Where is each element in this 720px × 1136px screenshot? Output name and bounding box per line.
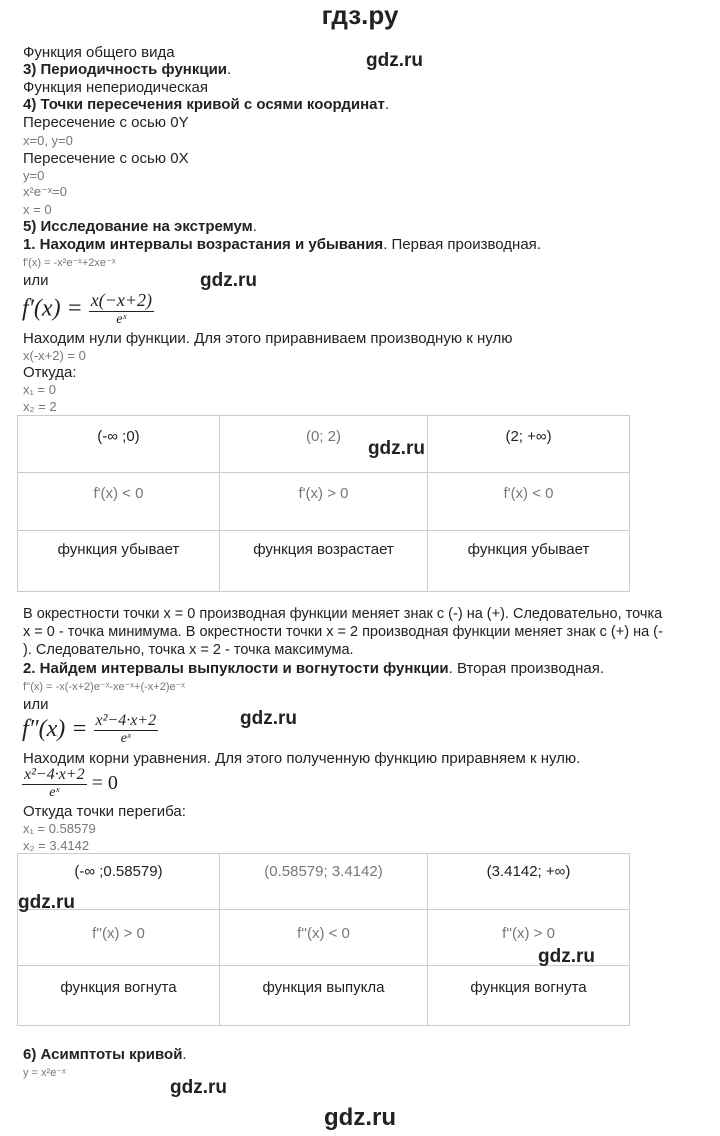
table-cell: (3.4142; +∞) [428,854,630,910]
table-cell: f'(x) < 0 [18,473,220,531]
table-cell: функция выпукла [219,966,427,1026]
first-derivative-fraction [22,290,154,328]
paragraph-line-1: В окрестности точки x = 0 производная функции меняет знак с (-) на (+). Следовательно, точка [23,606,663,622]
watermark: gdz.ru [240,708,297,729]
formula-y-zero: y=0 [23,168,45,183]
section-6-heading [23,1046,187,1063]
eq-rhs: = 0 [91,772,118,794]
subsection-5-1-title: 1. Находим интервалы возрастания и убывания [23,236,384,253]
table-cell: (0.58579; 3.4142) [219,854,427,910]
watermark: gdz.ru [538,946,596,967]
table-cell: f''(x) < 0 [219,910,427,966]
or-label: или [23,696,49,713]
root-x2: x₂ = 2 [23,399,57,414]
period: . [182,1046,187,1063]
table-cell: функция вогнута [18,966,220,1026]
table-cell: f'(x) < 0 [428,473,630,531]
site-header: гдз.ру [321,0,399,30]
table-cell: (-∞ ;0) [18,416,220,473]
line-ox-intersection: Пересечение с осью 0X [23,150,189,167]
section-3-heading [23,61,231,78]
period: . [252,218,257,235]
footer-site: gdz.ru [324,1104,396,1131]
formula-x-zero: x = 0 [23,202,52,217]
section-6-title: 6) Асимптоты кривой [23,1046,183,1063]
monotonicity-table [17,415,630,592]
f1-numerator: x(−x+2) [90,290,153,310]
paragraph-line-2: x = 0 - точка минимума. В окрестности точки x = 2 производная функции меняет знак с (+) на (- [23,624,663,640]
watermark: gdz.ru [18,892,75,913]
table-cell: gdz.ru f''(x) > 0 [18,910,220,966]
convexity-table [17,853,630,1026]
section-4-title: 4) Точки пересечения кривой с осями координат [23,96,385,113]
eq-fraction [22,766,87,801]
or-label: или [23,272,49,289]
f2-lhs: f″(x) = [22,716,88,742]
section-5-heading [23,218,257,235]
roots-text: Находим корни уравнения. Для этого полученную функцию приравняем к нулю. [23,750,581,767]
table-cell: функция убывает [18,531,220,592]
table-cell: (0; 2) gdz.ru [219,416,427,473]
line-oy-intersection: Пересечение с осью 0Y [23,114,189,131]
watermark: gdz.ru [366,50,423,71]
inflection-x2: x₂ = 3.4142 [23,838,90,853]
eq-denominator: eˣ [49,785,60,800]
formula-equation: x²e⁻ˣ=0 [23,184,68,199]
f1-fraction [89,290,154,328]
subsection-5-2-heading [23,660,604,677]
subsection-5-1-heading [23,236,541,253]
second-derivative-formula: f''(x) = -x(-x+2)e⁻ˣ-xe⁻ˣ+(-x+2)e⁻ˣ [23,681,186,693]
asymptote-formula: y = x²e⁻ˣ [23,1067,66,1079]
section-4-heading [23,96,389,113]
eq-numerator: x²−4·x+2 [24,766,85,783]
inflection-label: Откуда точки перегиба: [23,803,186,820]
table-cell: (2; +∞) [428,416,630,473]
inflection-x1: x₁ = 0.58579 [23,821,96,836]
table-cell: f'(x) > 0 [219,473,427,531]
watermark: gdz.ru [200,270,257,291]
table-cell: функция возрастает [219,531,427,592]
f1-lhs: f′(x) = [22,295,83,322]
f2-numerator: x²−4·x+2 [95,712,157,729]
f1-denominator: eˣ [116,312,127,327]
zeros-equation: x(-x+2) = 0 [23,348,86,363]
root-x1: x₁ = 0 [23,382,56,397]
table-cell: функция убывает [428,531,630,592]
table-cell: функция вогнута [428,966,630,1026]
formula-oy: x=0, y=0 [23,133,73,148]
whence-label: Откуда: [23,364,77,381]
section-3-title: 3) Периодичность функции [23,61,228,78]
subsection-5-1-rest: . Первая производная. [383,236,541,253]
period: . [384,96,389,113]
second-derivative-fraction [22,712,158,747]
period: . [227,61,232,78]
f2-denominator: eˣ [120,731,131,746]
table-cell: (-∞ ;0.58579) [18,854,220,910]
line-general-form: Функция общего вида [23,44,175,61]
first-derivative-formula: f'(x) = -x²e⁻ˣ+2xe⁻ˣ [23,257,116,269]
section-5-title: 5) Исследование на экстремум [23,218,253,235]
zero-equation [22,766,118,801]
subsection-5-2-title: 2. Найдем интервалы выпуклости и вогнутости функции [23,660,449,677]
f2-fraction [94,712,159,747]
table-cell: f''(x) > 0 gdz.ru [428,910,630,966]
subsection-5-2-rest: . Вторая производная. [448,660,605,677]
line-non-periodic: Функция непериодическая [23,79,208,96]
paragraph-line-3: ). Следовательно, точка x = 2 - точка максимума. [23,642,354,658]
watermark: gdz.ru [367,438,425,459]
watermark: gdz.ru [170,1077,227,1098]
zeros-text: Находим нули функции. Для этого приравниваем производную к нулю [23,330,513,347]
